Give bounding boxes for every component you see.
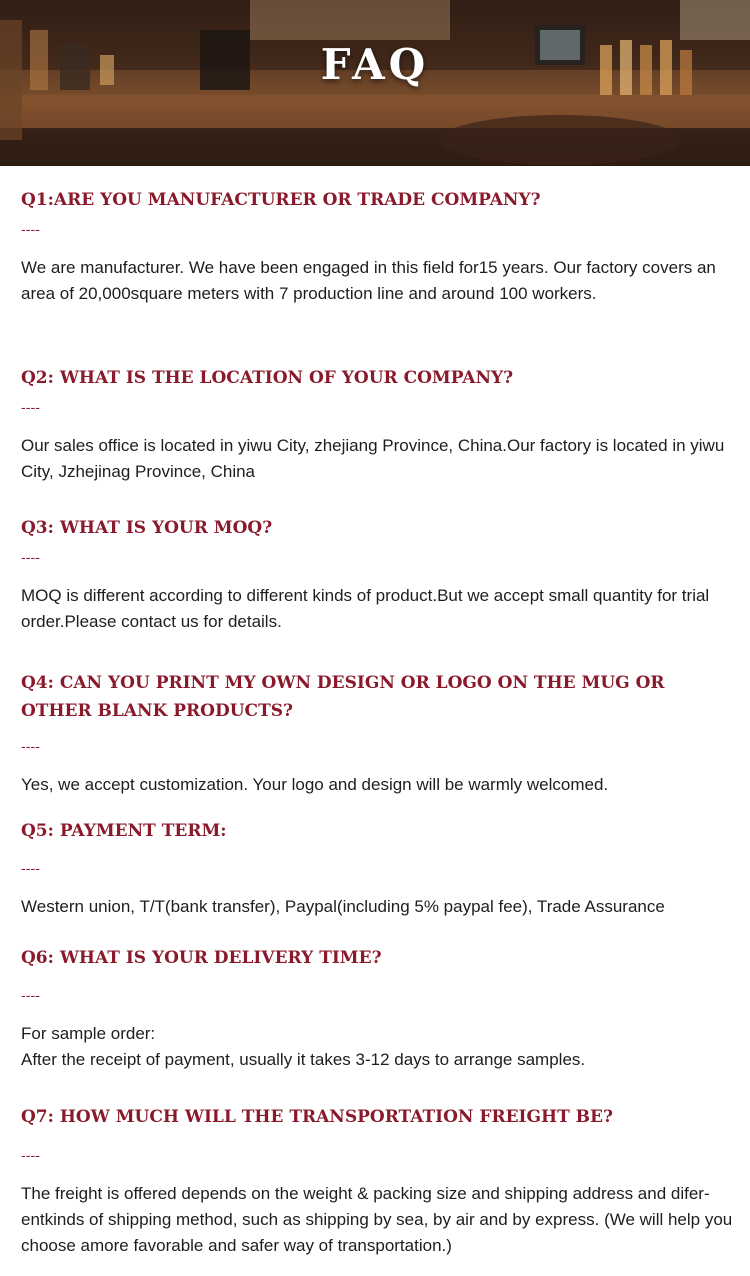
faq-question: Q4: CAN YOU PRINT MY OWN DESIGN OR LOGO ON THE MUG OR OTHER BLANK PRODUCTS? (21, 673, 665, 721)
faq-answer: MOQ is different according to different kinds of product.But we accept small quantity for trial order.Please contact us for details. (21, 586, 710, 631)
faq-answer-line: After the receipt of payment, usually it takes 3-12 days to arrange samples. (21, 1050, 586, 1069)
faq-divider: ---- (21, 739, 40, 755)
faq-divider: ---- (21, 222, 40, 238)
faq-answer: Yes, we accept customization. Your logo and design will be warmly welcomed. (21, 775, 609, 794)
faq-question: Q1:ARE YOU MANUFACTURER OR TRADE COMPANY? (21, 190, 541, 210)
faq-divider: ---- (21, 400, 40, 416)
header-banner (0, 0, 750, 166)
faq-question: Q2: WHAT IS THE LOCATION OF YOUR COMPANY? (21, 368, 514, 388)
faq-answer: We are manufacturer. We have been engaged in this field for15 years. Our factory covers an area of 20,000square meters with 7 production line and around 100 workers. (21, 258, 716, 303)
faq-question: Q7: HOW MUCH WILL THE TRANSPORTATION FREIGHT BE? (21, 1107, 613, 1127)
faq-question: Q5: PAYMENT TERM: (21, 821, 227, 841)
faq-question: Q3: WHAT IS YOUR MOQ? (21, 518, 273, 538)
faq-divider: ---- (21, 1148, 40, 1164)
page-title: FAQ (320, 40, 430, 89)
faq-answer: Western union, T/T(bank transfer), Paypal(including 5% paypal fee), Trade Assurance (21, 897, 665, 916)
faq-question: Q6: WHAT IS YOUR DELIVERY TIME? (21, 948, 382, 968)
faq-divider: ---- (21, 861, 40, 877)
faq-answer: The freight is offered depends on the weight & packing size and shipping address and difer-entkinds of shipping method, such as shipping by sea, by air and by express. (We will help you choose amore favorable and safer way of transportation.) (21, 1184, 733, 1255)
faq-divider: ---- (21, 988, 40, 1004)
faq-divider: ---- (21, 550, 40, 566)
faq-answer-line: For sample order: (21, 1024, 156, 1043)
faq-answer: Our sales office is located in yiwu City, zhejiang Province, China.Our factory is located in yiwu City, Jzhejinag Province, China (21, 436, 725, 481)
faq-answer (21, 1021, 733, 1073)
